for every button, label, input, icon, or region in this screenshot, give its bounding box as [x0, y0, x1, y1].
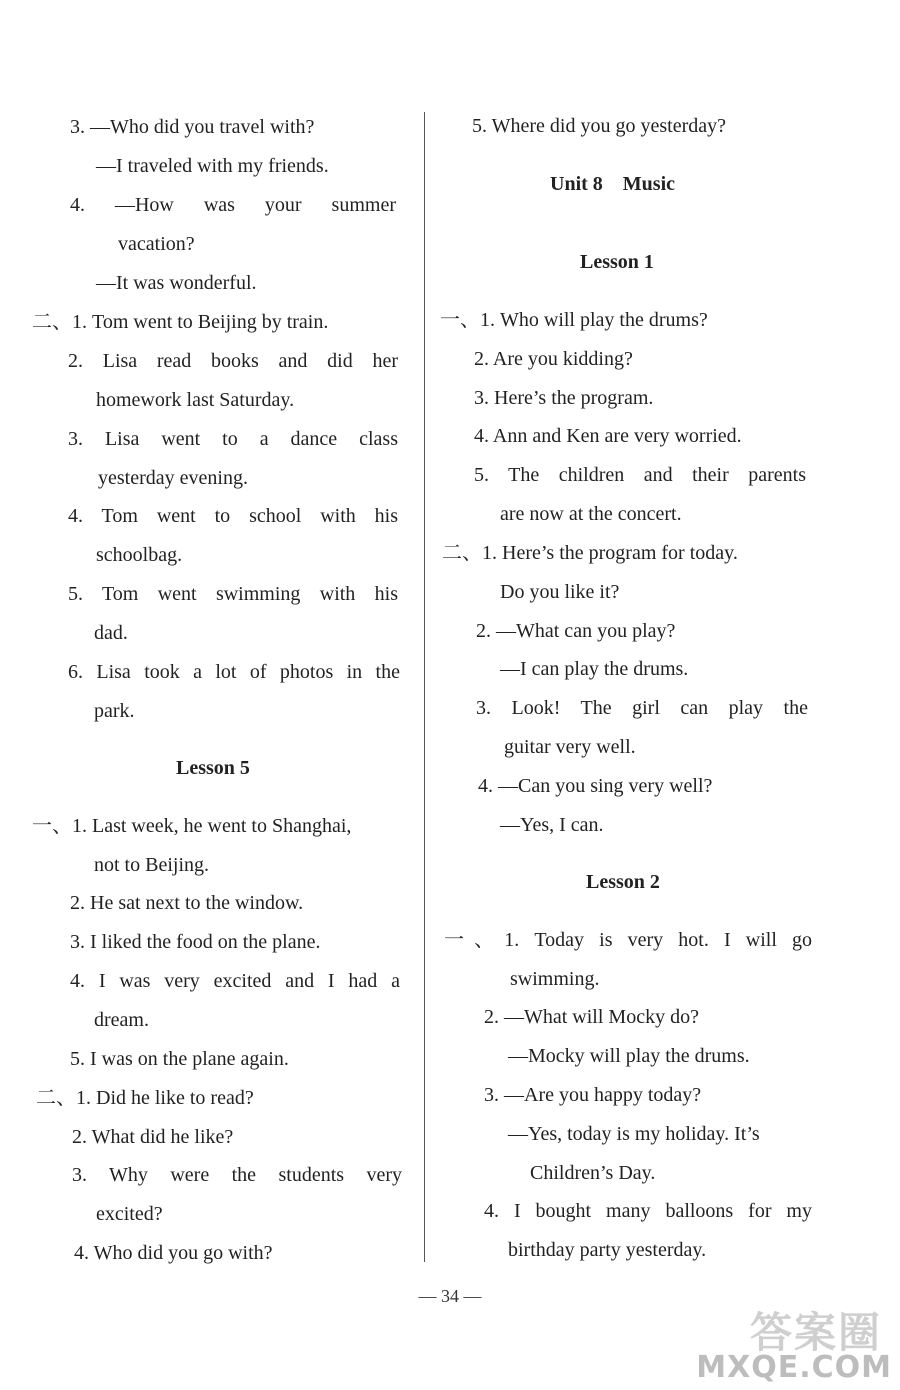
- answer-line: 3. —Are you happy today?: [484, 1084, 702, 1106]
- watermark-logo: [696, 1300, 892, 1385]
- answer-line: swimming.: [510, 968, 600, 990]
- answer-line: 一、1. Last week, he went to Shanghai,: [32, 815, 352, 837]
- answer-line: 2. —What can you play?: [476, 620, 676, 642]
- answer-line: dad.: [94, 622, 128, 644]
- answer-line: —Mocky will play the drums.: [508, 1045, 750, 1067]
- answer-line: 2. —What will Mocky do?: [484, 1006, 699, 1028]
- answer-line: homework last Saturday.: [96, 389, 295, 411]
- answer-line: schoolbag.: [96, 544, 183, 566]
- answer-line: 4. I was very excited and I had a: [70, 970, 400, 992]
- lesson-heading: Lesson 2: [586, 871, 660, 893]
- answer-line: guitar very well.: [504, 736, 636, 758]
- answer-line: 3. Look! The girl can play the: [476, 697, 808, 719]
- answer-line: 4. Tom went to school with his: [68, 505, 398, 527]
- answer-line: —It was wonderful.: [96, 272, 257, 294]
- answer-line: vacation?: [118, 233, 195, 255]
- answer-line: 3. Here’s the program.: [474, 387, 654, 409]
- answer-line: yesterday evening.: [98, 467, 248, 489]
- unit-heading: Unit 8 Music: [550, 173, 675, 195]
- answer-line: 3. Lisa went to a dance class: [68, 428, 398, 450]
- answer-line: Do you like it?: [500, 581, 620, 603]
- watermark-url: MXQE.COM: [696, 1350, 892, 1385]
- answer-line: 2. Are you kidding?: [474, 348, 633, 370]
- answer-line: —I traveled with my friends.: [96, 155, 329, 177]
- answer-line: —Yes, today is my holiday. It’s: [508, 1123, 760, 1145]
- answer-line: 2. What did he like?: [72, 1126, 234, 1148]
- answer-line: excited?: [96, 1203, 163, 1225]
- lesson-heading: Lesson 1: [580, 251, 654, 273]
- answer-line: not to Beijing.: [94, 854, 209, 876]
- answer-line: —I can play the drums.: [500, 658, 689, 680]
- answer-line: 3. I liked the food on the plane.: [70, 931, 321, 953]
- answer-line: 6. Lisa took a lot of photos in the: [68, 661, 400, 683]
- answer-line: 4. Ann and Ken are very worried.: [474, 425, 742, 447]
- answer-line: 4. —How was your summer: [70, 194, 396, 216]
- answer-line: 二、1. Tom went to Beijing by train.: [32, 311, 329, 333]
- answer-line: 5. The children and their parents: [474, 464, 806, 486]
- answer-line: 3. —Who did you travel with?: [70, 116, 315, 138]
- answer-line: 二、1. Here’s the program for today.: [442, 542, 738, 564]
- answer-line: —Yes, I can.: [500, 814, 604, 836]
- answer-line: 一、1. Who will play the drums?: [440, 309, 708, 331]
- answer-line: dream.: [94, 1009, 149, 1031]
- answer-line: 4. —Can you sing very well?: [478, 775, 713, 797]
- answer-line: 二、1. Did he like to read?: [36, 1087, 254, 1109]
- answer-line: 5. I was on the plane again.: [70, 1048, 289, 1070]
- answer-line: Children’s Day.: [530, 1162, 656, 1184]
- answer-line: park.: [94, 700, 135, 722]
- answer-line: 3. Why were the students very: [72, 1164, 402, 1186]
- answer-line: 一、1. Today is very hot. I will go: [444, 929, 812, 951]
- answer-line: 2. He sat next to the window.: [70, 892, 304, 914]
- answer-line: 4. I bought many balloons for my: [484, 1200, 812, 1222]
- answer-line: 4. Who did you go with?: [74, 1242, 273, 1264]
- answer-line: 2. Lisa read books and did her: [68, 350, 398, 372]
- column-divider: [424, 112, 425, 1262]
- answer-line: birthday party yesterday.: [508, 1239, 707, 1261]
- answer-line: 5. Where did you go yesterday?: [472, 115, 726, 137]
- answer-line: are now at the concert.: [500, 503, 682, 525]
- watermark-title: 答案圈: [749, 1308, 882, 1357]
- lesson-heading: Lesson 5: [176, 757, 250, 779]
- answer-line: 5. Tom went swimming with his: [68, 583, 398, 605]
- page-number: — 34 —: [418, 1286, 482, 1306]
